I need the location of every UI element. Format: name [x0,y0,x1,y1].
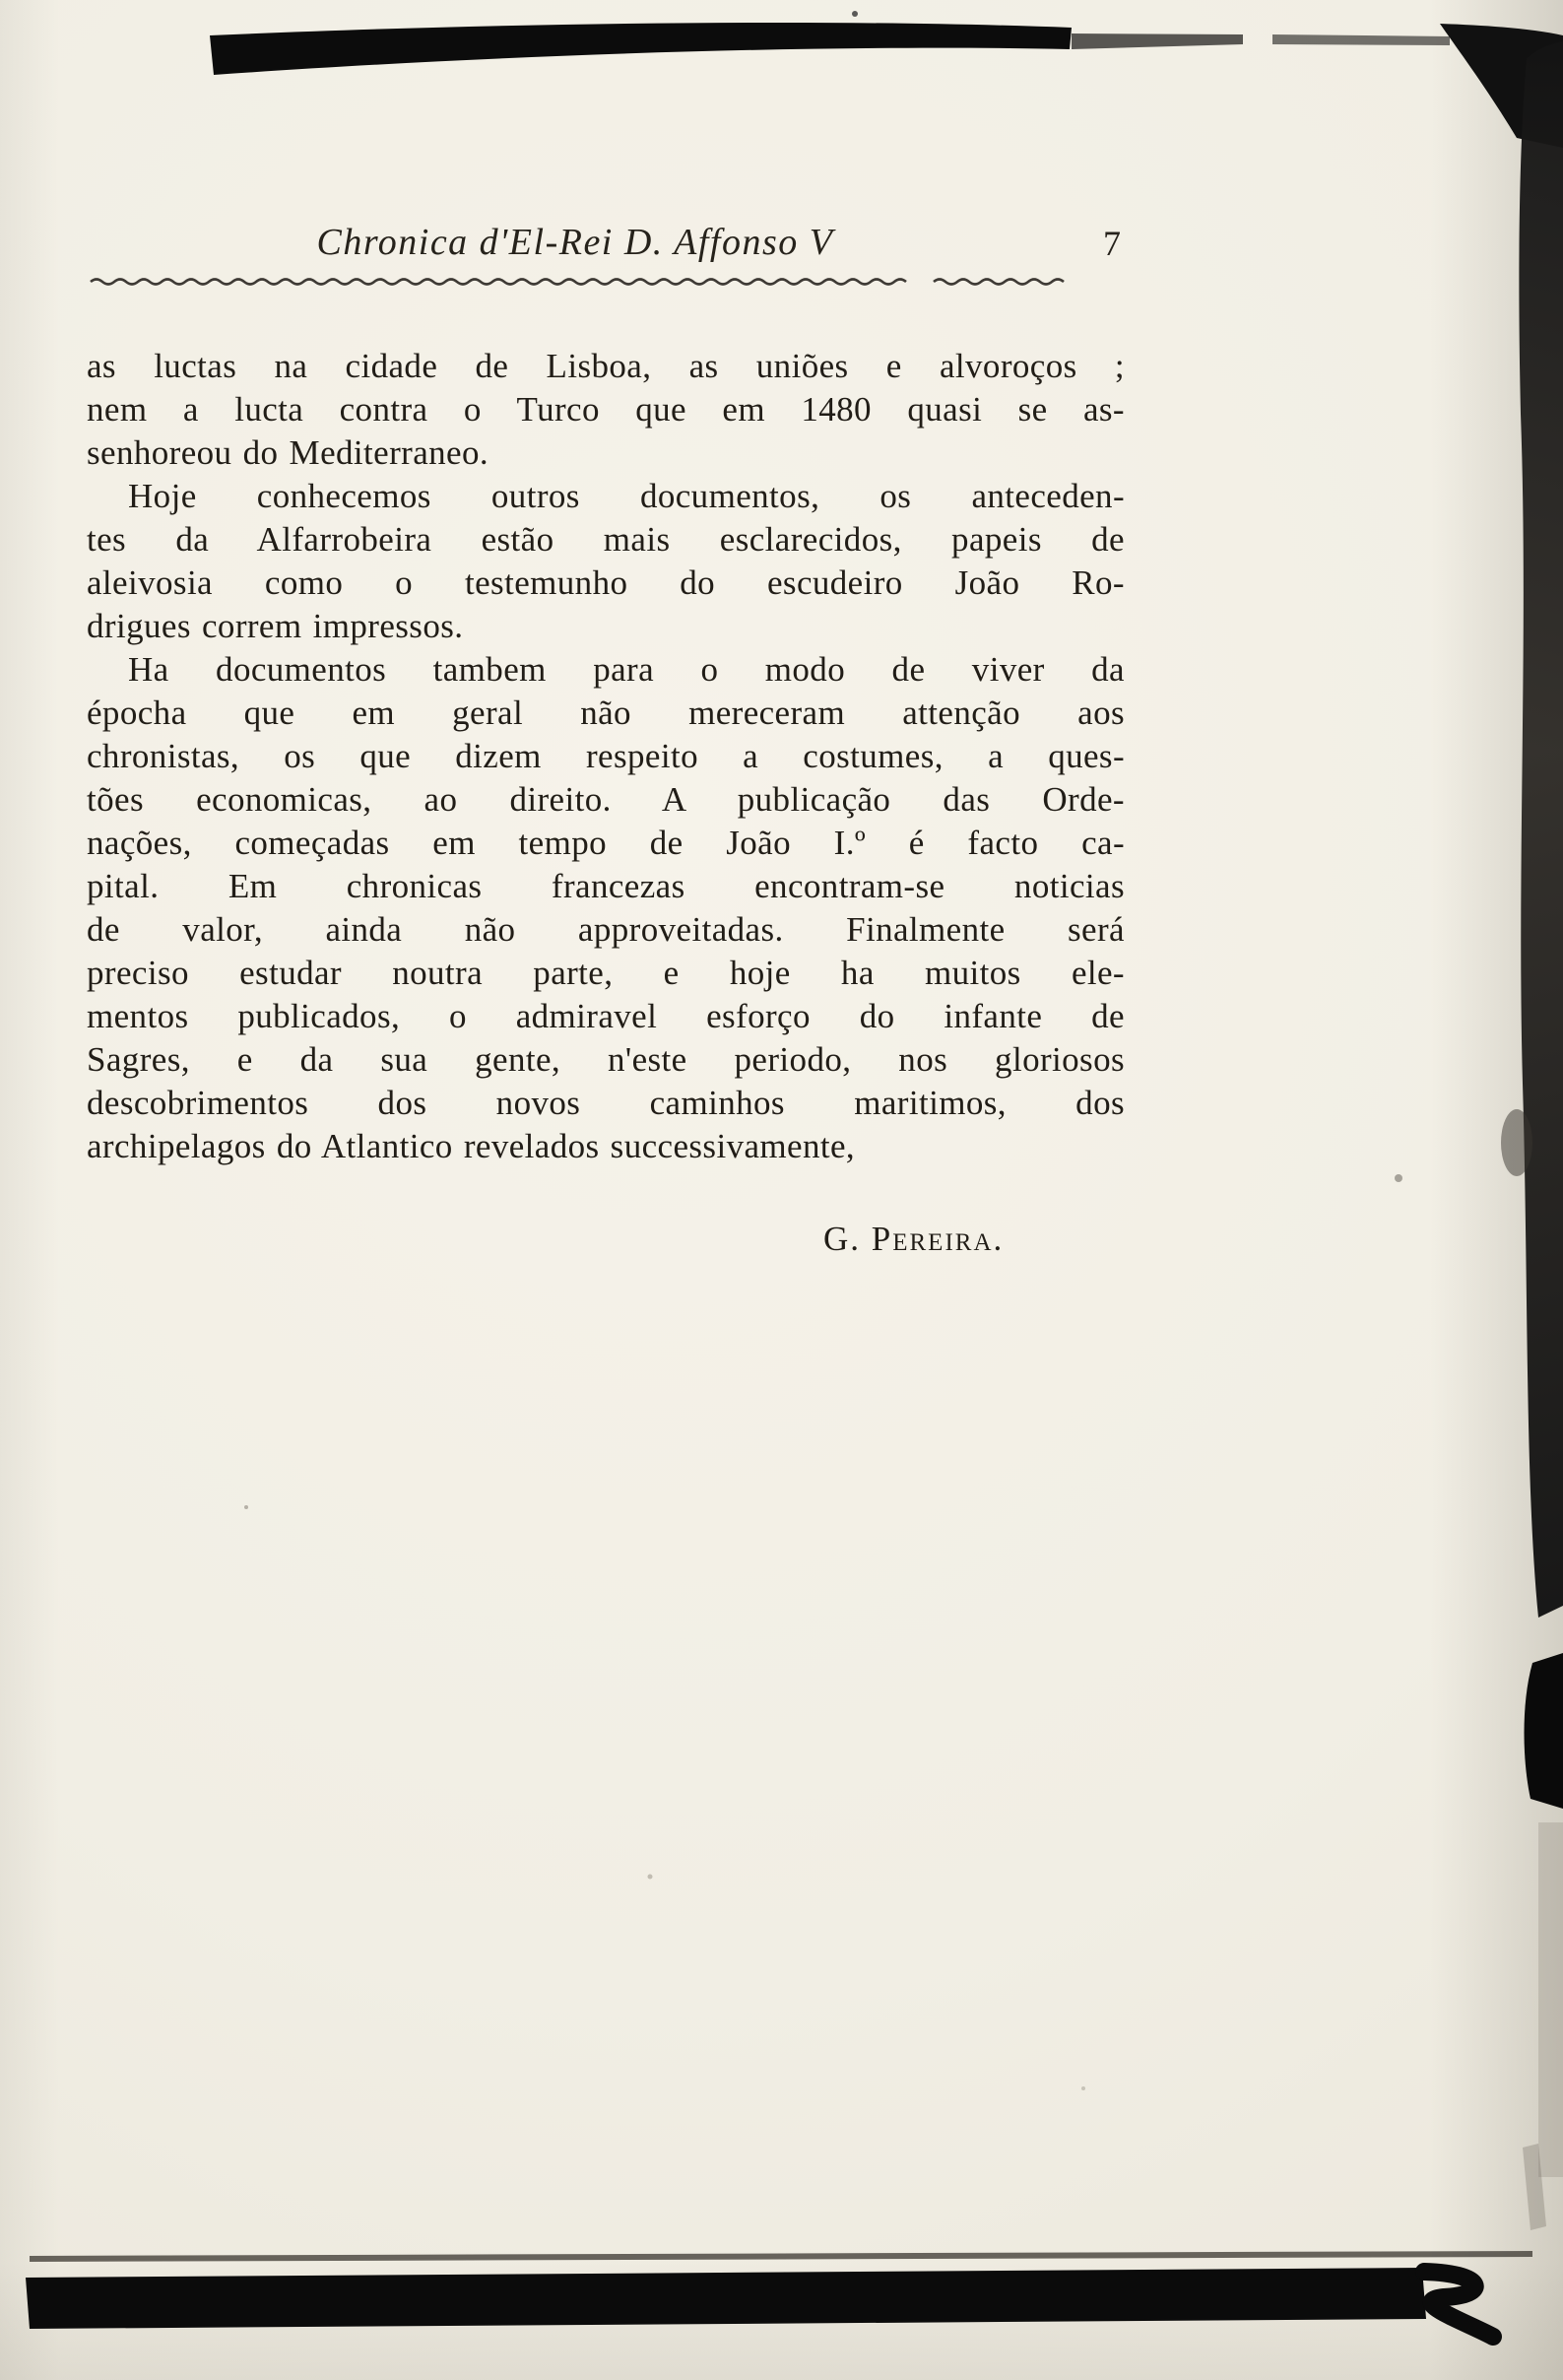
text-line: preciso estudar noutra parte, e hoje ha muitos ele- [87,954,1125,992]
scan-artifact-bottom-thin-line [30,2251,1532,2262]
scan-speck [648,1875,653,1880]
body-text [87,345,1125,1168]
text-line: épocha que em geral não mereceram attenção aos [87,694,1125,732]
page-header [87,221,1123,272]
scan-artifact-right-streak [1523,2144,1546,2230]
page-number: 7 [1103,224,1121,263]
scan-speck [1395,1174,1402,1182]
scan-artifact-right-faint-strip [1538,1822,1563,2177]
scan-artifact-top-right-corner [1440,24,1563,148]
text-line: archipelagos do Atlantico revelados successivamente, [87,1127,856,1165]
text-line: Ha documentos tambem para o modo de viver da [128,650,1125,689]
scan-artifact-bottom-tail [1424,2272,1493,2337]
wavy-rule-right [934,280,1064,285]
scan-artifact-top-thin-line-1 [1072,33,1243,49]
scan-artifact-bottom-band [26,2268,1426,2329]
text-line: pital. Em chronicas francezas encontram-se noticias [87,867,1125,905]
text-line: descobrimentos dos novos caminhos maritimos, dos [87,1084,1125,1122]
wavy-rule-left [91,280,906,285]
text-line: Hoje conhecemos outros documentos, os anteceden- [128,477,1125,515]
scan-artifact-right-blob [1525,1653,1563,1809]
running-title: Chronica d'El-Rei D. Affonso V [316,222,834,263]
text-line: aleivosia como o testemunho do escudeiro João Ro- [87,563,1125,602]
scan-artifact-right-smudge [1501,1109,1532,1176]
text-line: chronistas, os que dizem respeito a costumes, a ques- [87,737,1125,775]
scan-speck [852,11,858,17]
text-line: nações, começadas em tempo de João I.º é facto ca- [87,824,1125,862]
scan-speck [1081,2086,1085,2090]
text-line: tões economicas, ao direito. A publicação das Orde- [87,780,1125,819]
text-line: Sagres, e da sua gente, n'este periodo, nos gloriosos [87,1040,1125,1079]
text-line: tes da Alfarrobeira estão mais esclarecidos, papeis de [87,520,1125,559]
text-line: as luctas na cidade de Lisboa, as uniões e alvoroços ; [87,347,1125,385]
text-line: de valor, ainda não approveitadas. Finalmente será [87,910,1125,949]
scan-artifact-top-band [210,23,1072,75]
scan-speck [244,1505,248,1509]
text-line: drigues correm impressos. [87,607,464,645]
text-line: nem a lucta contra o Turco que em 1480 quasi se as- [87,390,1125,429]
author-signature: G. Pereira. [823,1220,1005,1258]
scan-artifact-top-thin-line-2 [1272,34,1450,45]
scan-artifact-right-strip [1519,41,1563,1618]
text-line: mentos publicados, o admiravel esforço do infante de [87,997,1125,1035]
text-line: senhoreou do Mediterraneo. [87,433,489,472]
